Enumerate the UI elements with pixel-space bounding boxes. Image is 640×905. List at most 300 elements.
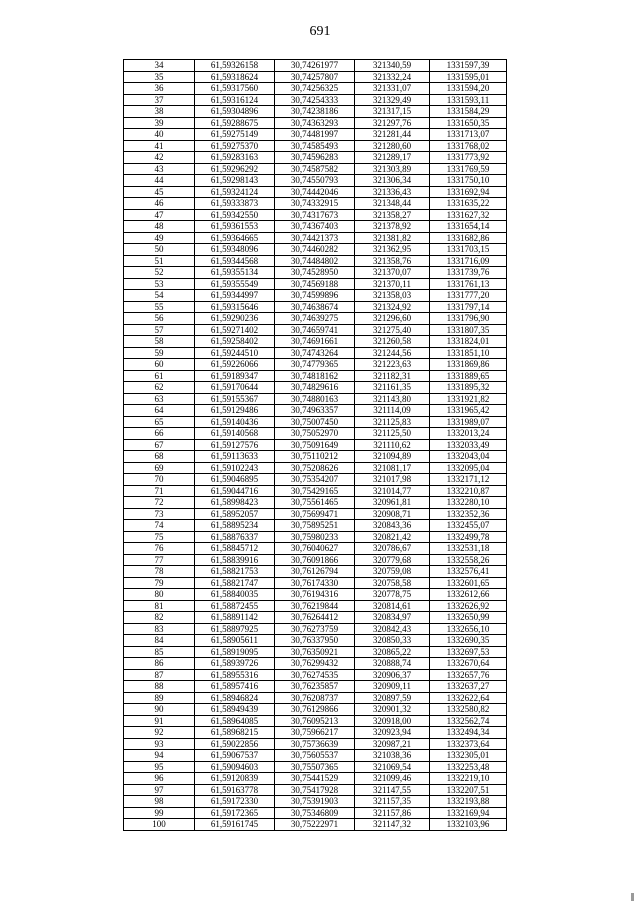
point-number-cell: 75 (124, 531, 195, 543)
latitude-cell: 61,58897925 (195, 623, 275, 635)
table-row (124, 727, 507, 739)
y-coordinate-cell: 1331769,59 (430, 163, 507, 175)
latitude-cell: 61,59275149 (195, 129, 275, 141)
x-coordinate-cell: 320850,33 (355, 635, 430, 647)
point-number-cell: 48 (124, 221, 195, 233)
longitude-cell: 30,74818162 (275, 370, 355, 382)
y-coordinate-cell: 1331713,07 (430, 129, 507, 141)
point-number-cell: 49 (124, 232, 195, 244)
longitude-cell: 30,75605537 (275, 750, 355, 762)
longitude-cell: 30,75354207 (275, 474, 355, 486)
y-coordinate-cell: 1332576,41 (430, 566, 507, 578)
point-number-cell: 42 (124, 152, 195, 164)
table-row (124, 738, 507, 750)
point-number-cell: 34 (124, 60, 195, 72)
y-coordinate-cell: 1332650,99 (430, 612, 507, 624)
point-number-cell: 96 (124, 773, 195, 785)
table-row (124, 117, 507, 129)
latitude-cell: 61,59275370 (195, 140, 275, 152)
y-coordinate-cell: 1331739,76 (430, 267, 507, 279)
table-row (124, 359, 507, 371)
latitude-cell: 61,59172330 (195, 796, 275, 808)
table-row (124, 554, 507, 566)
x-coordinate-cell: 320842,43 (355, 623, 430, 635)
latitude-cell: 61,59355549 (195, 278, 275, 290)
table-row (124, 796, 507, 808)
point-number-cell: 43 (124, 163, 195, 175)
y-coordinate-cell: 1332622,64 (430, 692, 507, 704)
x-coordinate-cell: 321331,07 (355, 83, 430, 95)
longitude-cell: 30,74238186 (275, 106, 355, 118)
point-number-cell: 56 (124, 313, 195, 325)
latitude-cell: 61,58821753 (195, 566, 275, 578)
x-coordinate-cell: 321378,92 (355, 221, 430, 233)
x-coordinate-cell: 320987,21 (355, 738, 430, 750)
longitude-cell: 30,76299432 (275, 658, 355, 670)
y-coordinate-cell: 1332601,65 (430, 577, 507, 589)
point-number-cell: 60 (124, 359, 195, 371)
longitude-cell: 30,76274535 (275, 669, 355, 681)
x-coordinate-cell: 320909,11 (355, 681, 430, 693)
point-number-cell: 51 (124, 255, 195, 267)
point-number-cell: 52 (124, 267, 195, 279)
longitude-cell: 30,75208626 (275, 462, 355, 474)
longitude-cell: 30,74963357 (275, 405, 355, 417)
y-coordinate-cell: 1332612,66 (430, 589, 507, 601)
x-coordinate-cell: 321038,36 (355, 750, 430, 762)
table-row (124, 163, 507, 175)
point-number-cell: 86 (124, 658, 195, 670)
latitude-cell: 61,59271402 (195, 324, 275, 336)
y-coordinate-cell: 1331627,32 (430, 209, 507, 221)
longitude-cell: 30,75346809 (275, 807, 355, 819)
y-coordinate-cell: 1332305,01 (430, 750, 507, 762)
latitude-cell: 61,59172365 (195, 807, 275, 819)
latitude-cell: 61,59189347 (195, 370, 275, 382)
point-number-cell: 84 (124, 635, 195, 647)
table-row (124, 715, 507, 727)
y-coordinate-cell: 1331650,35 (430, 117, 507, 129)
y-coordinate-cell: 1331635,22 (430, 198, 507, 210)
y-coordinate-cell: 1332637,27 (430, 681, 507, 693)
y-coordinate-cell: 1332033,49 (430, 439, 507, 451)
latitude-cell: 61,59163778 (195, 784, 275, 796)
latitude-cell: 61,59094603 (195, 761, 275, 773)
table-row (124, 393, 507, 405)
table-row (124, 244, 507, 256)
longitude-cell: 30,74779365 (275, 359, 355, 371)
longitude-cell: 30,74638674 (275, 301, 355, 313)
y-coordinate-cell: 1331584,29 (430, 106, 507, 118)
point-number-cell: 39 (124, 117, 195, 129)
y-coordinate-cell: 1332455,07 (430, 520, 507, 532)
x-coordinate-cell: 321099,46 (355, 773, 430, 785)
table-row (124, 221, 507, 233)
longitude-cell: 30,75895251 (275, 520, 355, 532)
table-row (124, 750, 507, 762)
point-number-cell: 53 (124, 278, 195, 290)
latitude-cell: 61,59022856 (195, 738, 275, 750)
table-row (124, 612, 507, 624)
x-coordinate-cell: 321324,92 (355, 301, 430, 313)
x-coordinate-cell: 321317,15 (355, 106, 430, 118)
x-coordinate-cell: 321147,32 (355, 819, 430, 831)
point-number-cell: 47 (124, 209, 195, 221)
x-coordinate-cell: 321157,35 (355, 796, 430, 808)
latitude-cell: 61,59127576 (195, 439, 275, 451)
point-number-cell: 68 (124, 451, 195, 463)
x-coordinate-cell: 321362,95 (355, 244, 430, 256)
longitude-cell: 30,74421373 (275, 232, 355, 244)
point-number-cell: 72 (124, 497, 195, 509)
x-coordinate-cell: 320961,81 (355, 497, 430, 509)
longitude-cell: 30,74256325 (275, 83, 355, 95)
y-coordinate-cell: 1331824,01 (430, 336, 507, 348)
point-number-cell: 78 (124, 566, 195, 578)
longitude-cell: 30,74257807 (275, 71, 355, 83)
table-row (124, 485, 507, 497)
table-row (124, 313, 507, 325)
latitude-cell: 61,58957416 (195, 681, 275, 693)
longitude-cell: 30,75222971 (275, 819, 355, 831)
latitude-cell: 61,59298143 (195, 175, 275, 187)
table-row (124, 646, 507, 658)
longitude-cell: 30,74317673 (275, 209, 355, 221)
x-coordinate-cell: 321125,83 (355, 416, 430, 428)
table-row (124, 784, 507, 796)
y-coordinate-cell: 1332670,64 (430, 658, 507, 670)
longitude-cell: 30,74528950 (275, 267, 355, 279)
latitude-cell: 61,59361553 (195, 221, 275, 233)
x-coordinate-cell: 320888,74 (355, 658, 430, 670)
latitude-cell: 61,59044716 (195, 485, 275, 497)
longitude-cell: 30,75052970 (275, 428, 355, 440)
table-row (124, 807, 507, 819)
point-number-cell: 59 (124, 347, 195, 359)
latitude-cell: 61,59102243 (195, 462, 275, 474)
table-row (124, 382, 507, 394)
x-coordinate-cell: 321094,89 (355, 451, 430, 463)
longitude-cell: 30,74484802 (275, 255, 355, 267)
x-coordinate-cell: 321303,89 (355, 163, 430, 175)
x-coordinate-cell: 320759,08 (355, 566, 430, 578)
point-number-cell: 85 (124, 646, 195, 658)
y-coordinate-cell: 1332280,10 (430, 497, 507, 509)
longitude-cell: 30,76091866 (275, 554, 355, 566)
y-coordinate-cell: 1331716,09 (430, 255, 507, 267)
point-number-cell: 63 (124, 393, 195, 405)
y-coordinate-cell: 1332043,04 (430, 451, 507, 463)
y-coordinate-cell: 1332558,26 (430, 554, 507, 566)
longitude-cell: 30,74691661 (275, 336, 355, 348)
y-coordinate-cell: 1331773,92 (430, 152, 507, 164)
longitude-cell: 30,75391903 (275, 796, 355, 808)
longitude-cell: 30,74254333 (275, 94, 355, 106)
y-coordinate-cell: 1331692,94 (430, 186, 507, 198)
table-row (124, 704, 507, 716)
y-coordinate-cell: 1331703,15 (430, 244, 507, 256)
y-coordinate-cell: 1331895,32 (430, 382, 507, 394)
latitude-cell: 61,59161745 (195, 819, 275, 831)
latitude-cell: 61,59067537 (195, 750, 275, 762)
table-row (124, 761, 507, 773)
x-coordinate-cell: 321296,60 (355, 313, 430, 325)
point-number-cell: 74 (124, 520, 195, 532)
latitude-cell: 61,58949439 (195, 704, 275, 716)
latitude-cell: 61,58946824 (195, 692, 275, 704)
latitude-cell: 61,59140568 (195, 428, 275, 440)
table-row (124, 520, 507, 532)
y-coordinate-cell: 1332193,88 (430, 796, 507, 808)
x-coordinate-cell: 320918,00 (355, 715, 430, 727)
table-row (124, 658, 507, 670)
x-coordinate-cell: 321275,40 (355, 324, 430, 336)
table-row (124, 692, 507, 704)
x-coordinate-cell: 321161,35 (355, 382, 430, 394)
point-number-cell: 95 (124, 761, 195, 773)
point-number-cell: 79 (124, 577, 195, 589)
longitude-cell: 30,76095213 (275, 715, 355, 727)
table-row (124, 589, 507, 601)
x-coordinate-cell: 321182,31 (355, 370, 430, 382)
y-coordinate-cell: 1331965,42 (430, 405, 507, 417)
table-row (124, 60, 507, 72)
latitude-cell: 61,59348096 (195, 244, 275, 256)
table-row (124, 600, 507, 612)
x-coordinate-cell: 320821,42 (355, 531, 430, 543)
y-coordinate-cell: 1332210,87 (430, 485, 507, 497)
longitude-cell: 30,75507365 (275, 761, 355, 773)
coordinates-table-body (124, 60, 507, 831)
latitude-cell: 61,59316124 (195, 94, 275, 106)
x-coordinate-cell: 320897,59 (355, 692, 430, 704)
x-coordinate-cell: 321014,77 (355, 485, 430, 497)
table-row (124, 175, 507, 187)
latitude-cell: 61,59296292 (195, 163, 275, 175)
point-number-cell: 38 (124, 106, 195, 118)
y-coordinate-cell: 1332013,24 (430, 428, 507, 440)
longitude-cell: 30,76219844 (275, 600, 355, 612)
longitude-cell: 30,76350921 (275, 646, 355, 658)
y-coordinate-cell: 1332656,10 (430, 623, 507, 635)
latitude-cell: 61,59304896 (195, 106, 275, 118)
latitude-cell: 61,59288675 (195, 117, 275, 129)
longitude-cell: 30,74659741 (275, 324, 355, 336)
y-coordinate-cell: 1332657,76 (430, 669, 507, 681)
x-coordinate-cell: 321289,17 (355, 152, 430, 164)
table-row (124, 186, 507, 198)
scan-edge-mark (631, 893, 634, 901)
longitude-cell: 30,75561465 (275, 497, 355, 509)
table-row (124, 106, 507, 118)
table-row (124, 439, 507, 451)
point-number-cell: 44 (124, 175, 195, 187)
longitude-cell: 30,76264412 (275, 612, 355, 624)
x-coordinate-cell: 320923,94 (355, 727, 430, 739)
longitude-cell: 30,74442046 (275, 186, 355, 198)
longitude-cell: 30,76129866 (275, 704, 355, 716)
y-coordinate-cell: 1332219,10 (430, 773, 507, 785)
x-coordinate-cell: 321370,07 (355, 267, 430, 279)
longitude-cell: 30,74332915 (275, 198, 355, 210)
latitude-cell: 61,58952057 (195, 508, 275, 520)
longitude-cell: 30,75417928 (275, 784, 355, 796)
point-number-cell: 80 (124, 589, 195, 601)
longitude-cell: 30,74639275 (275, 313, 355, 325)
latitude-cell: 61,58955316 (195, 669, 275, 681)
x-coordinate-cell: 321306,34 (355, 175, 430, 187)
y-coordinate-cell: 1331750,10 (430, 175, 507, 187)
point-number-cell: 36 (124, 83, 195, 95)
point-number-cell: 57 (124, 324, 195, 336)
y-coordinate-cell: 1331889,65 (430, 370, 507, 382)
latitude-cell: 61,59140436 (195, 416, 275, 428)
table-row (124, 152, 507, 164)
longitude-cell: 30,74599896 (275, 290, 355, 302)
x-coordinate-cell: 321114,09 (355, 405, 430, 417)
y-coordinate-cell: 1332352,36 (430, 508, 507, 520)
latitude-cell: 61,59283163 (195, 152, 275, 164)
latitude-cell: 61,59355134 (195, 267, 275, 279)
table-row (124, 255, 507, 267)
table-row (124, 129, 507, 141)
page-number: 691 (309, 24, 331, 39)
y-coordinate-cell: 1332580,82 (430, 704, 507, 716)
table-row (124, 416, 507, 428)
table-row (124, 290, 507, 302)
table-row (124, 819, 507, 831)
y-coordinate-cell: 1332169,94 (430, 807, 507, 819)
table-row (124, 623, 507, 635)
table-row (124, 405, 507, 417)
point-number-cell: 67 (124, 439, 195, 451)
table-row (124, 71, 507, 83)
latitude-cell: 61,59333873 (195, 198, 275, 210)
x-coordinate-cell: 321143,80 (355, 393, 430, 405)
x-coordinate-cell: 321147,55 (355, 784, 430, 796)
longitude-cell: 30,75091649 (275, 439, 355, 451)
longitude-cell: 30,74585493 (275, 140, 355, 152)
point-number-cell: 61 (124, 370, 195, 382)
latitude-cell: 61,59046895 (195, 474, 275, 486)
table-row (124, 543, 507, 555)
latitude-cell: 61,58872455 (195, 600, 275, 612)
latitude-cell: 61,59324124 (195, 186, 275, 198)
x-coordinate-cell: 321329,49 (355, 94, 430, 106)
point-number-cell: 99 (124, 807, 195, 819)
table-row (124, 94, 507, 106)
x-coordinate-cell: 320901,32 (355, 704, 430, 716)
latitude-cell: 61,59290236 (195, 313, 275, 325)
point-number-cell: 70 (124, 474, 195, 486)
table-row (124, 232, 507, 244)
y-coordinate-cell: 1331989,07 (430, 416, 507, 428)
latitude-cell: 61,58845712 (195, 543, 275, 555)
longitude-cell: 30,76235857 (275, 681, 355, 693)
coordinates-table (123, 59, 507, 831)
y-coordinate-cell: 1332095,04 (430, 462, 507, 474)
y-coordinate-cell: 1331807,35 (430, 324, 507, 336)
latitude-cell: 61,58876337 (195, 531, 275, 543)
y-coordinate-cell: 1331654,14 (430, 221, 507, 233)
table-row (124, 577, 507, 589)
latitude-cell: 61,58839916 (195, 554, 275, 566)
longitude-cell: 30,75441529 (275, 773, 355, 785)
latitude-cell: 61,58919095 (195, 646, 275, 658)
point-number-cell: 55 (124, 301, 195, 313)
x-coordinate-cell: 320786,67 (355, 543, 430, 555)
x-coordinate-cell: 321348,44 (355, 198, 430, 210)
x-coordinate-cell: 321358,76 (355, 255, 430, 267)
latitude-cell: 61,59129486 (195, 405, 275, 417)
point-number-cell: 65 (124, 416, 195, 428)
x-coordinate-cell: 320778,75 (355, 589, 430, 601)
y-coordinate-cell: 1331869,86 (430, 359, 507, 371)
x-coordinate-cell: 321281,44 (355, 129, 430, 141)
table-row (124, 497, 507, 509)
x-coordinate-cell: 320865,22 (355, 646, 430, 658)
table-row (124, 474, 507, 486)
table-row (124, 669, 507, 681)
y-coordinate-cell: 1331851,10 (430, 347, 507, 359)
table-row (124, 209, 507, 221)
point-number-cell: 45 (124, 186, 195, 198)
latitude-cell: 61,59344568 (195, 255, 275, 267)
longitude-cell: 30,74829616 (275, 382, 355, 394)
latitude-cell: 61,58968215 (195, 727, 275, 739)
y-coordinate-cell: 1331594,20 (430, 83, 507, 95)
x-coordinate-cell: 320906,37 (355, 669, 430, 681)
table-row (124, 324, 507, 336)
point-number-cell: 82 (124, 612, 195, 624)
table-row (124, 278, 507, 290)
longitude-cell: 30,75699471 (275, 508, 355, 520)
y-coordinate-cell: 1331796,90 (430, 313, 507, 325)
point-number-cell: 100 (124, 819, 195, 831)
point-number-cell: 76 (124, 543, 195, 555)
longitude-cell: 30,75429165 (275, 485, 355, 497)
y-coordinate-cell: 1331768,02 (430, 140, 507, 152)
y-coordinate-cell: 1332626,92 (430, 600, 507, 612)
x-coordinate-cell: 321336,43 (355, 186, 430, 198)
point-number-cell: 69 (124, 462, 195, 474)
latitude-cell: 61,59315646 (195, 301, 275, 313)
longitude-cell: 30,76194316 (275, 589, 355, 601)
latitude-cell: 61,59344997 (195, 290, 275, 302)
point-number-cell: 91 (124, 715, 195, 727)
latitude-cell: 61,59317560 (195, 83, 275, 95)
y-coordinate-cell: 1332373,64 (430, 738, 507, 750)
longitude-cell: 30,75966217 (275, 727, 355, 739)
x-coordinate-cell: 321332,24 (355, 71, 430, 83)
longitude-cell: 30,75007450 (275, 416, 355, 428)
x-coordinate-cell: 321244,56 (355, 347, 430, 359)
x-coordinate-cell: 321223,63 (355, 359, 430, 371)
x-coordinate-cell: 321340,59 (355, 60, 430, 72)
point-number-cell: 92 (124, 727, 195, 739)
longitude-cell: 30,76337950 (275, 635, 355, 647)
point-number-cell: 98 (124, 796, 195, 808)
point-number-cell: 81 (124, 600, 195, 612)
latitude-cell: 61,58998423 (195, 497, 275, 509)
latitude-cell: 61,59113633 (195, 451, 275, 463)
point-number-cell: 71 (124, 485, 195, 497)
longitude-cell: 30,76040627 (275, 543, 355, 555)
table-row (124, 267, 507, 279)
latitude-cell: 61,59170644 (195, 382, 275, 394)
table-row (124, 140, 507, 152)
point-number-cell: 93 (124, 738, 195, 750)
